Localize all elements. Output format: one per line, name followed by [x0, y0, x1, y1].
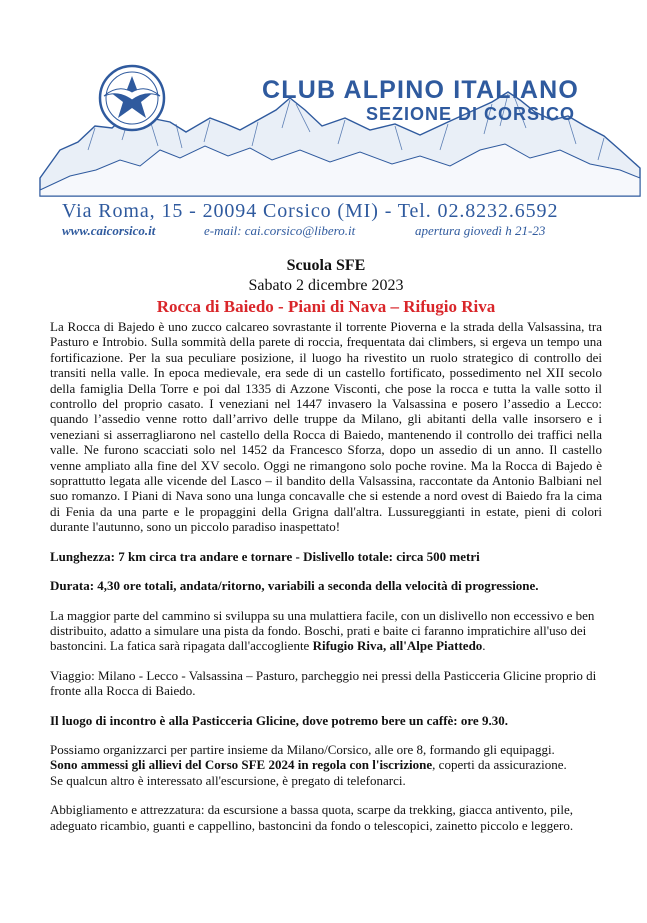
letterhead	[0, 0, 647, 250]
length-info: Lunghezza: 7 km circa tra andare e tornare - Dislivello totale: circa 500 metri	[50, 548, 480, 564]
club-name: CLUB ALPINO ITALIANO	[262, 76, 580, 104]
organization-line-3: Se qualcun altro è interessato all'escursione, è pregato di telefonarci.	[50, 772, 406, 788]
club-address: Via Roma, 15 - 20094 Corsico (MI) - Tel. 02.8232.6592	[62, 200, 559, 222]
website-link[interactable]: www.caicorsico.it	[62, 223, 156, 238]
cai-logo-icon	[100, 66, 164, 130]
travel-paragraph: Viaggio: Milano - Lecco - Valsassina – Pasturo, parcheggio nei pressi della Pasticceria Glicine proprio di fronte alla Rocca di Baiedo.	[50, 667, 597, 699]
intro-paragraph: La Rocca di Bajedo è uno zucco calcareo sovrastante il torrente Pioverna e la strada della Valsassina, tra Pasturo e Introbio. Sulla sommità della parete di roccia, frequentata dai climbers, si ergeva un tempo una fortificazione. Per la sua peculiare posizione, il luogo ha rivestito un ruolo strategico di controllo dei transiti nella valle. In epoca medievale, era sede di un castello fortificato, possedimento nel XII secolo della famiglia Della Torre e poi dal 1335 di Azzone Visconti, che pose la rocca e tutta la valle sotto il controllo del proprio casato. I veneziani nel 1447 invasero la Valsassina e posero l’assedio a Lecco: quando l’assedio venne rotto dall’arrivo delle truppe da Milano, gli abitanti della valle insorsero e i veneziani si asserragliarono nel castello della Rocca di Baiedo, mantenendo il controllo dei traffici nella valle. Ne furono scacciati solo nel 1452 da Francesco Sforza, dopo un assedio di un anno. Il castello venne ampliato alla fine del XV secolo. Oggi ne rimangono solo poche rovine. Ma la Rocca di Bajedo è soprattutto legata alle vicende del Lasco – il bandito della Valsassina, raccontate da Antonio Balbiani nel suo romanzo. I Piani di Nava sono una lunga concavalle che si estende a nord ovest di Baiedo fra la cima di Fenia da una parte e le propaggini della Grigna dall'altra. Lussureggianti in estate, pieni di colori durante l'autunno, sono un piccolo paradiso inaspettato!	[50, 319, 602, 535]
admission-note-rest: , coperti da assicurazione.	[432, 757, 567, 773]
organization-line-2	[50, 757, 602, 772]
path-text: La maggior parte del cammino si sviluppa su una mulattiera facile, con un dislivello non eccessivo e ben distribuito, adatto a simulare una pista da fondo. Boschi, prati e baite ci faranno impratichire all'uso dei bastoncini. La fatica sarà ripagata dall'accogliente	[50, 607, 595, 654]
gear-paragraph: Abbigliamento e attrezzatura: da escursione a bassa quota, scarpe da trekking, giacca antivento, pile, adeguato ricambio, guanti e cappellino, bastoncini da fondo o telescopici, zainetto piccolo e leggero.	[50, 802, 574, 833]
event-date: Sabato 2 dicembre 2023	[248, 277, 404, 294]
organization-line-1: Possiamo organizzarci per partire insieme da Milano/Corsico, alle ore 8, formando gli equipaggi.	[50, 741, 555, 757]
section-name: SEZIONE DI CORSICO	[366, 104, 576, 124]
path-end: .	[482, 638, 486, 654]
event-title: Rocca di Baiedo - Piani di Nava – Rifugio Riva	[156, 297, 496, 316]
duration-info: Durata: 4,30 ore totali, andata/ritorno, variabili a seconda della velocità di progressione.	[50, 578, 539, 594]
email-link[interactable]: e-mail: cai.corsico@libero.it	[204, 223, 356, 238]
opening-hours: apertura giovedì h 21-23	[415, 223, 546, 238]
meeting-point: Il luogo di incontro è alla Pasticceria Glicine, dove potremo bere un caffè: ore 9.30.	[50, 712, 508, 728]
path-paragraph	[50, 608, 602, 654]
refuge-name: Rifugio Riva, all'Alpe Piattedo	[312, 638, 483, 654]
document-body	[50, 256, 602, 833]
school-heading: Scuola SFE	[286, 257, 366, 274]
admission-note: Sono ammessi gli allievi del Corso SFE 2024 in regola con l'iscrizione	[50, 757, 433, 773]
